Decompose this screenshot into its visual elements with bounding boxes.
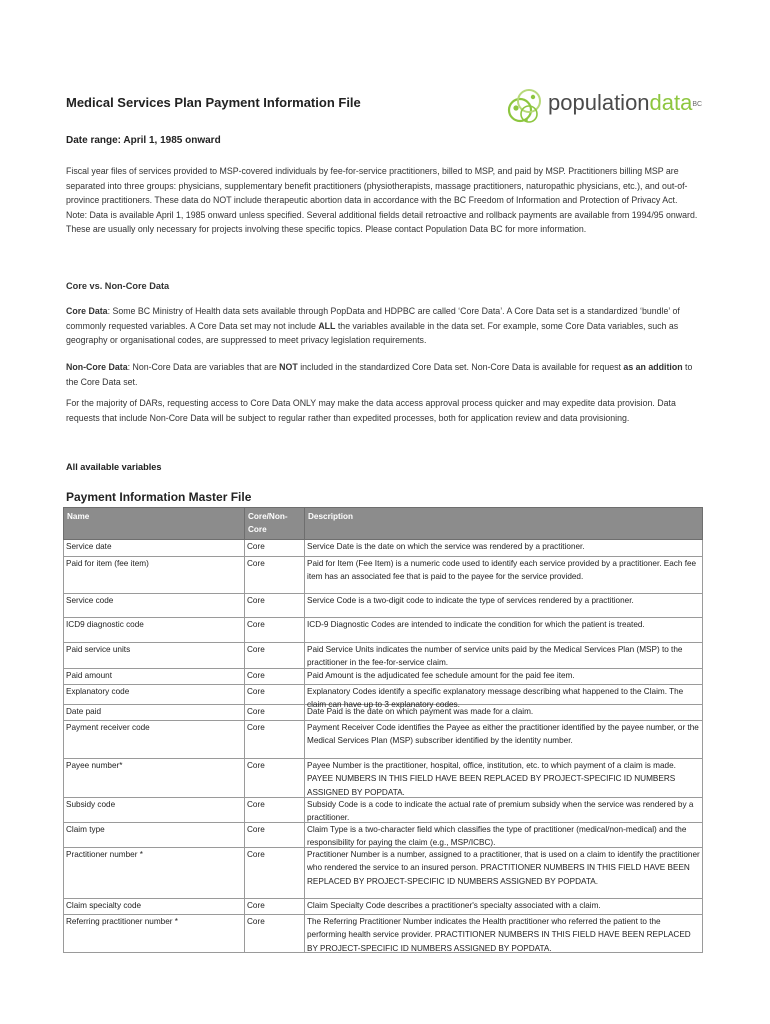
- variable-name-cell: Referring practitioner number *: [64, 914, 245, 952]
- table-row: [64, 704, 703, 720]
- table-header-row: [64, 508, 703, 540]
- dars-paragraph: For the majority of DARs, requesting access to Core Data ONLY may make the data access approval process quicker and may expedite data provision. Data requests that include Non-Core Data will be subject to regular rather than expedited processes, both for application review and data provisioning.: [66, 398, 676, 423]
- variable-description-cell: ICD-9 Diagnostic Codes are intended to indicate the condition for which the patient is treated.: [305, 617, 703, 642]
- core-status-cell: Core: [245, 847, 305, 898]
- core-status-cell: Core: [245, 720, 305, 758]
- variable-name-cell: Payee number*: [64, 758, 245, 797]
- table-body: [64, 539, 703, 952]
- table-row: [64, 720, 703, 758]
- noncore-data-label: Non-Core Data: [66, 362, 128, 372]
- variable-description-cell: Date Paid is the date on which payment was made for a claim.: [305, 704, 703, 720]
- variable-name-cell: Date paid: [64, 704, 245, 720]
- variable-name-cell: Paid amount: [64, 668, 245, 684]
- population-data-bc-logo: [505, 84, 705, 130]
- variable-name-cell: Paid for item (fee item): [64, 556, 245, 593]
- variables-table: [63, 507, 703, 953]
- variable-name-cell: Claim specialty code: [64, 898, 245, 914]
- table-row: [64, 539, 703, 556]
- column-header-description: Description: [305, 508, 703, 540]
- table-row: [64, 822, 703, 847]
- variable-description-cell: Claim Specialty Code describes a practitioner's specialty associated with a claim.: [305, 898, 703, 914]
- table-row: [64, 914, 703, 952]
- core-status-cell: Core: [245, 822, 305, 847]
- core-data-label: Core Data: [66, 306, 108, 316]
- table-row: [64, 556, 703, 593]
- variable-description-cell: Paid for Item (Fee Item) is a numeric code used to identify each service provided by a practitioner. Each fee item has an associated fee that is paid to the payee for the service provided.: [305, 556, 703, 593]
- variable-description-cell: Subsidy Code is a code to indicate the actual rate of premium subsidy when the service was rendered by a practitioner.: [305, 797, 703, 822]
- table-title: Payment Information Master File: [66, 490, 252, 504]
- document-title: Medical Services Plan Payment Information File: [66, 95, 361, 110]
- date-range: Date range: April 1, 1985 onward: [66, 135, 221, 146]
- core-status-cell: Core: [245, 668, 305, 684]
- variable-description-cell: Practitioner Number is a number, assigned to a practitioner, that is used on a claim to identify the practitioner who rendered the service to an insured person. PRACTITIONER NUMBERS IN THIS FIELD HAVE BEEN REPLACED BY PROJECT-SPECIFIC ID NUMBERS ASSIGNED BY POPDATA.: [305, 847, 703, 898]
- core-status-cell: Core: [245, 704, 305, 720]
- variable-name-cell: Claim type: [64, 822, 245, 847]
- variable-name-cell: Subsidy code: [64, 797, 245, 822]
- table-row: [64, 668, 703, 684]
- core-status-cell: Core: [245, 642, 305, 668]
- logo-word-data: data: [649, 90, 693, 115]
- logo-wordmark: [548, 90, 702, 116]
- noncore-data-paragraph: Non-Core Data: Non-Core Data are variables that are NOT included in the standardized Core Data set. Non-Core Data is available for request as an addition to the Core Data set.: [66, 362, 693, 387]
- table-row: [64, 617, 703, 642]
- table-row: [64, 797, 703, 822]
- variable-name-cell: Practitioner number *: [64, 847, 245, 898]
- variable-name-cell: Payment receiver code: [64, 720, 245, 758]
- logo-circles-icon: [505, 84, 547, 130]
- variable-description-cell: Service Date is the date on which the service was rendered by a practitioner.: [305, 539, 703, 556]
- variable-name-cell: Paid service units: [64, 642, 245, 668]
- column-header-core: Core/Non-Core: [245, 508, 305, 540]
- variable-description-cell: Explanatory Codes identify a specific explanatory message describing what happened to the Claim. The claim can have up to 3 explanatory codes.: [305, 684, 703, 704]
- variable-description-cell: Payee Number is the practitioner, hospital, office, institution, etc. to which payment of a claim is made. PAYEE NUMBERS IN THIS FIELD HAVE BEEN REPLACED BY PROJECT-SPECIFIC ID NUMBERS ASSIGNED BY POPDATA.: [305, 758, 703, 797]
- core-data-paragraph: Core Data: Some BC Ministry of Health data sets available through PopData and HDPBC are called ‘Core Data’. A Core Data set is a standardized ‘bundle’ of commonly requested variables. A Core Data set may not include ALL the variables available in the data set. For example, some Core Data variables, such as geography or organisational codes, are suppressed to meet privacy legislation requirements.: [66, 306, 680, 345]
- core-status-cell: Core: [245, 539, 305, 556]
- table-row: [64, 684, 703, 704]
- all-variables-heading: All available variables: [66, 462, 162, 472]
- logo-suffix: BC: [692, 101, 703, 108]
- column-header-name: Name: [64, 508, 245, 540]
- core-status-cell: Core: [245, 898, 305, 914]
- core-status-cell: Core: [245, 914, 305, 952]
- table-row: [64, 847, 703, 898]
- table-row: [64, 898, 703, 914]
- variable-name-cell: Service date: [64, 539, 245, 556]
- variable-name-cell: ICD9 diagnostic code: [64, 617, 245, 642]
- variable-description-cell: The Referring Practitioner Number indicates the Health practitioner who referred the patient to the performing health service provider. PRACTITIONER NUMBERS IN THIS FIELD HAVE BEEN REPLACED BY PROJECT-SPECIFIC ID NUMBERS ASSIGNED BY POPDATA.: [305, 914, 703, 952]
- table-row: [64, 758, 703, 797]
- core-status-cell: Core: [245, 684, 305, 704]
- core-status-cell: Core: [245, 593, 305, 617]
- variable-description-cell: Paid Service Units indicates the number of service units paid by the Medical Services Plan (MSP) to the practitioner in the fee-for-service claim.: [305, 642, 703, 668]
- table-row: [64, 593, 703, 617]
- variable-description-cell: Paid Amount is the adjudicated fee schedule amount for the paid fee item.: [305, 668, 703, 684]
- core-status-cell: Core: [245, 797, 305, 822]
- core-status-cell: Core: [245, 556, 305, 593]
- intro-paragraph: Fiscal year files of services provided to MSP-covered individuals by fee-for-service practitioners, billed to MSP, and paid by MSP. Practitioners billing MSP are separated into three groups: physicians, supplementary benefit practitioners (physiotherapists, massage practitioners, naturopathic physicians, etc.), and out-of-province practitioners. These data do NOT include therapeutic abortion data in accordance with the BC Freedom of Information and Protection of Privacy Act. Note: Data is available April 1, 1985 onward unless specified. Several additional fields detail retroactive and rollback payments are available from 1994/95 onward. These are usually only necessary for projects involving these specific topics. Please contact Population Data BC for more information.: [66, 166, 698, 234]
- core-status-cell: Core: [245, 758, 305, 797]
- variable-description-cell: Payment Receiver Code identifies the Payee as either the practitioner identified by the payee number, or the Medical Services Plan (MSP) subscriber identified by the identity number.: [305, 720, 703, 758]
- table-row: [64, 642, 703, 668]
- core-section-heading: Core vs. Non-Core Data: [66, 281, 170, 291]
- variable-name-cell: Service code: [64, 593, 245, 617]
- core-status-cell: Core: [245, 617, 305, 642]
- variable-description-cell: Claim Type is a two-character field which classifies the type of practitioner (medical/non-medical) and the responsibility for paying the claim (e.g., MSP/ICBC).: [305, 822, 703, 847]
- variable-description-cell: Service Code is a two-digit code to indicate the type of services rendered by a practitioner.: [305, 593, 703, 617]
- logo-word-population: population: [548, 90, 650, 115]
- variable-name-cell: Explanatory code: [64, 684, 245, 704]
